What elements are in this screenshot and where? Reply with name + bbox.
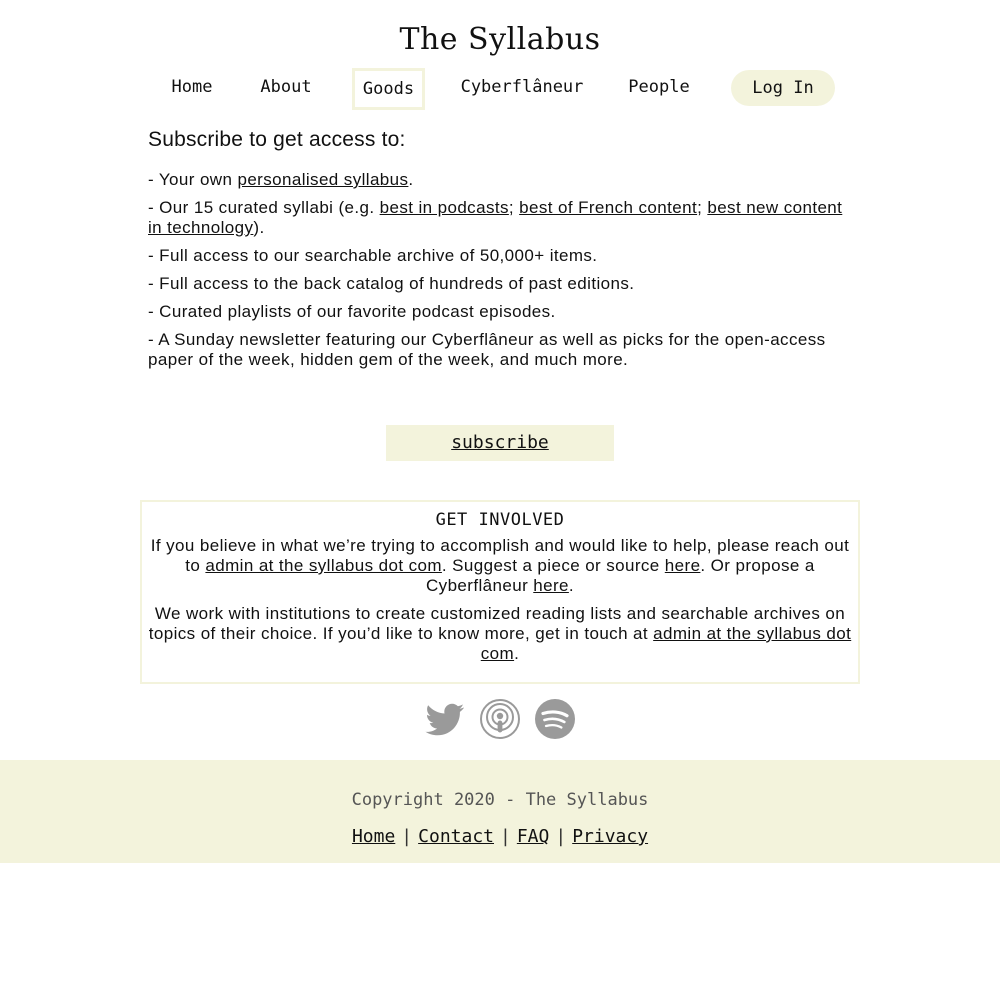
nav-cyberflaneur[interactable]: Cyberflâneur [460, 77, 584, 97]
footer-links [0, 826, 1000, 847]
footer [0, 760, 1000, 863]
benefit-text: ; [508, 198, 520, 217]
nav-home[interactable]: Home [171, 77, 213, 97]
benefit-item [148, 198, 848, 238]
involved-text: . Suggest a piece or source [441, 556, 665, 575]
social-icons [0, 698, 1000, 742]
nav-goods[interactable]: Goods [352, 68, 425, 110]
site-title[interactable]: The Syllabus [399, 22, 601, 57]
benefit-text: - Your own [148, 170, 238, 189]
suggest-piece-link[interactable]: here [664, 556, 701, 575]
benefit-item: - Curated playlists of our favorite podcast episodes. [148, 302, 556, 321]
spotify-icon[interactable] [534, 698, 576, 740]
admin-email-link[interactable]: admin at the syllabus dot com [205, 556, 442, 575]
admin-email-link-2[interactable]: admin at the syllabus dot com [480, 624, 852, 663]
involved-text: . [568, 576, 574, 595]
subscribe-button[interactable]: subscribe [386, 425, 614, 461]
propose-cyberflaneur-link[interactable]: here [533, 576, 569, 595]
benefit-item: - Full access to our searchable archive of 50,000+ items. [148, 246, 598, 265]
personalised-syllabus-link[interactable]: personalised syllabus [237, 170, 409, 189]
twitter-icon[interactable] [424, 698, 466, 740]
best-new-content-technology-link[interactable]: best new content in technology [148, 198, 843, 237]
institutions-paragraph [148, 604, 852, 664]
get-involved-box [140, 500, 860, 684]
benefit-item: - A Sunday newsletter featuring our Cyberflâneur as well as picks for the open-access paper of the week, hidden gem of the week, and much more. [148, 330, 826, 369]
get-involved-paragraph [148, 536, 852, 596]
footer-privacy-link[interactable]: Privacy [572, 826, 649, 847]
podcasts-icon[interactable] [479, 698, 521, 740]
footer-separator: | [500, 826, 511, 847]
footer-separator: | [555, 826, 567, 847]
benefit-item [148, 170, 848, 190]
footer-separator: | [401, 826, 413, 847]
footer-contact-link[interactable]: Contact [418, 826, 494, 847]
login-button[interactable]: Log In [731, 70, 835, 106]
benefit-text: - Our 15 curated syllabi (e.g. [148, 198, 380, 217]
subscribe-section [148, 128, 848, 378]
footer-home-link[interactable]: Home [351, 826, 396, 847]
main-nav [0, 68, 1000, 110]
subscribe-heading: Subscribe to get access to: [148, 128, 406, 151]
involved-text: . [514, 644, 520, 663]
involved-text: If you believe in what we’re trying to accomplish and would like to help, please reach out to [150, 536, 850, 575]
best-in-podcasts-link[interactable]: best in podcasts [379, 198, 509, 217]
benefit-text: . [408, 170, 414, 189]
involved-text: . Or propose a Cyberflâneur [426, 556, 815, 595]
benefit-text: ; [697, 198, 708, 217]
copyright-text: Copyright 2020 - The Syllabus [351, 790, 649, 810]
benefit-text: ). [253, 218, 265, 237]
get-involved-title: GET INVOLVED [435, 510, 565, 530]
nav-people[interactable]: People [628, 77, 690, 97]
benefit-item: - Full access to the back catalog of hundreds of past editions. [148, 274, 635, 293]
involved-text: We work with institutions to create customized reading lists and searchable archives on topics of their choice. If you’d like to know more, get in touch at [148, 604, 846, 643]
footer-faq-link[interactable]: FAQ [516, 826, 550, 847]
nav-about[interactable]: About [260, 77, 312, 97]
best-of-french-content-link[interactable]: best of French content [519, 198, 698, 217]
